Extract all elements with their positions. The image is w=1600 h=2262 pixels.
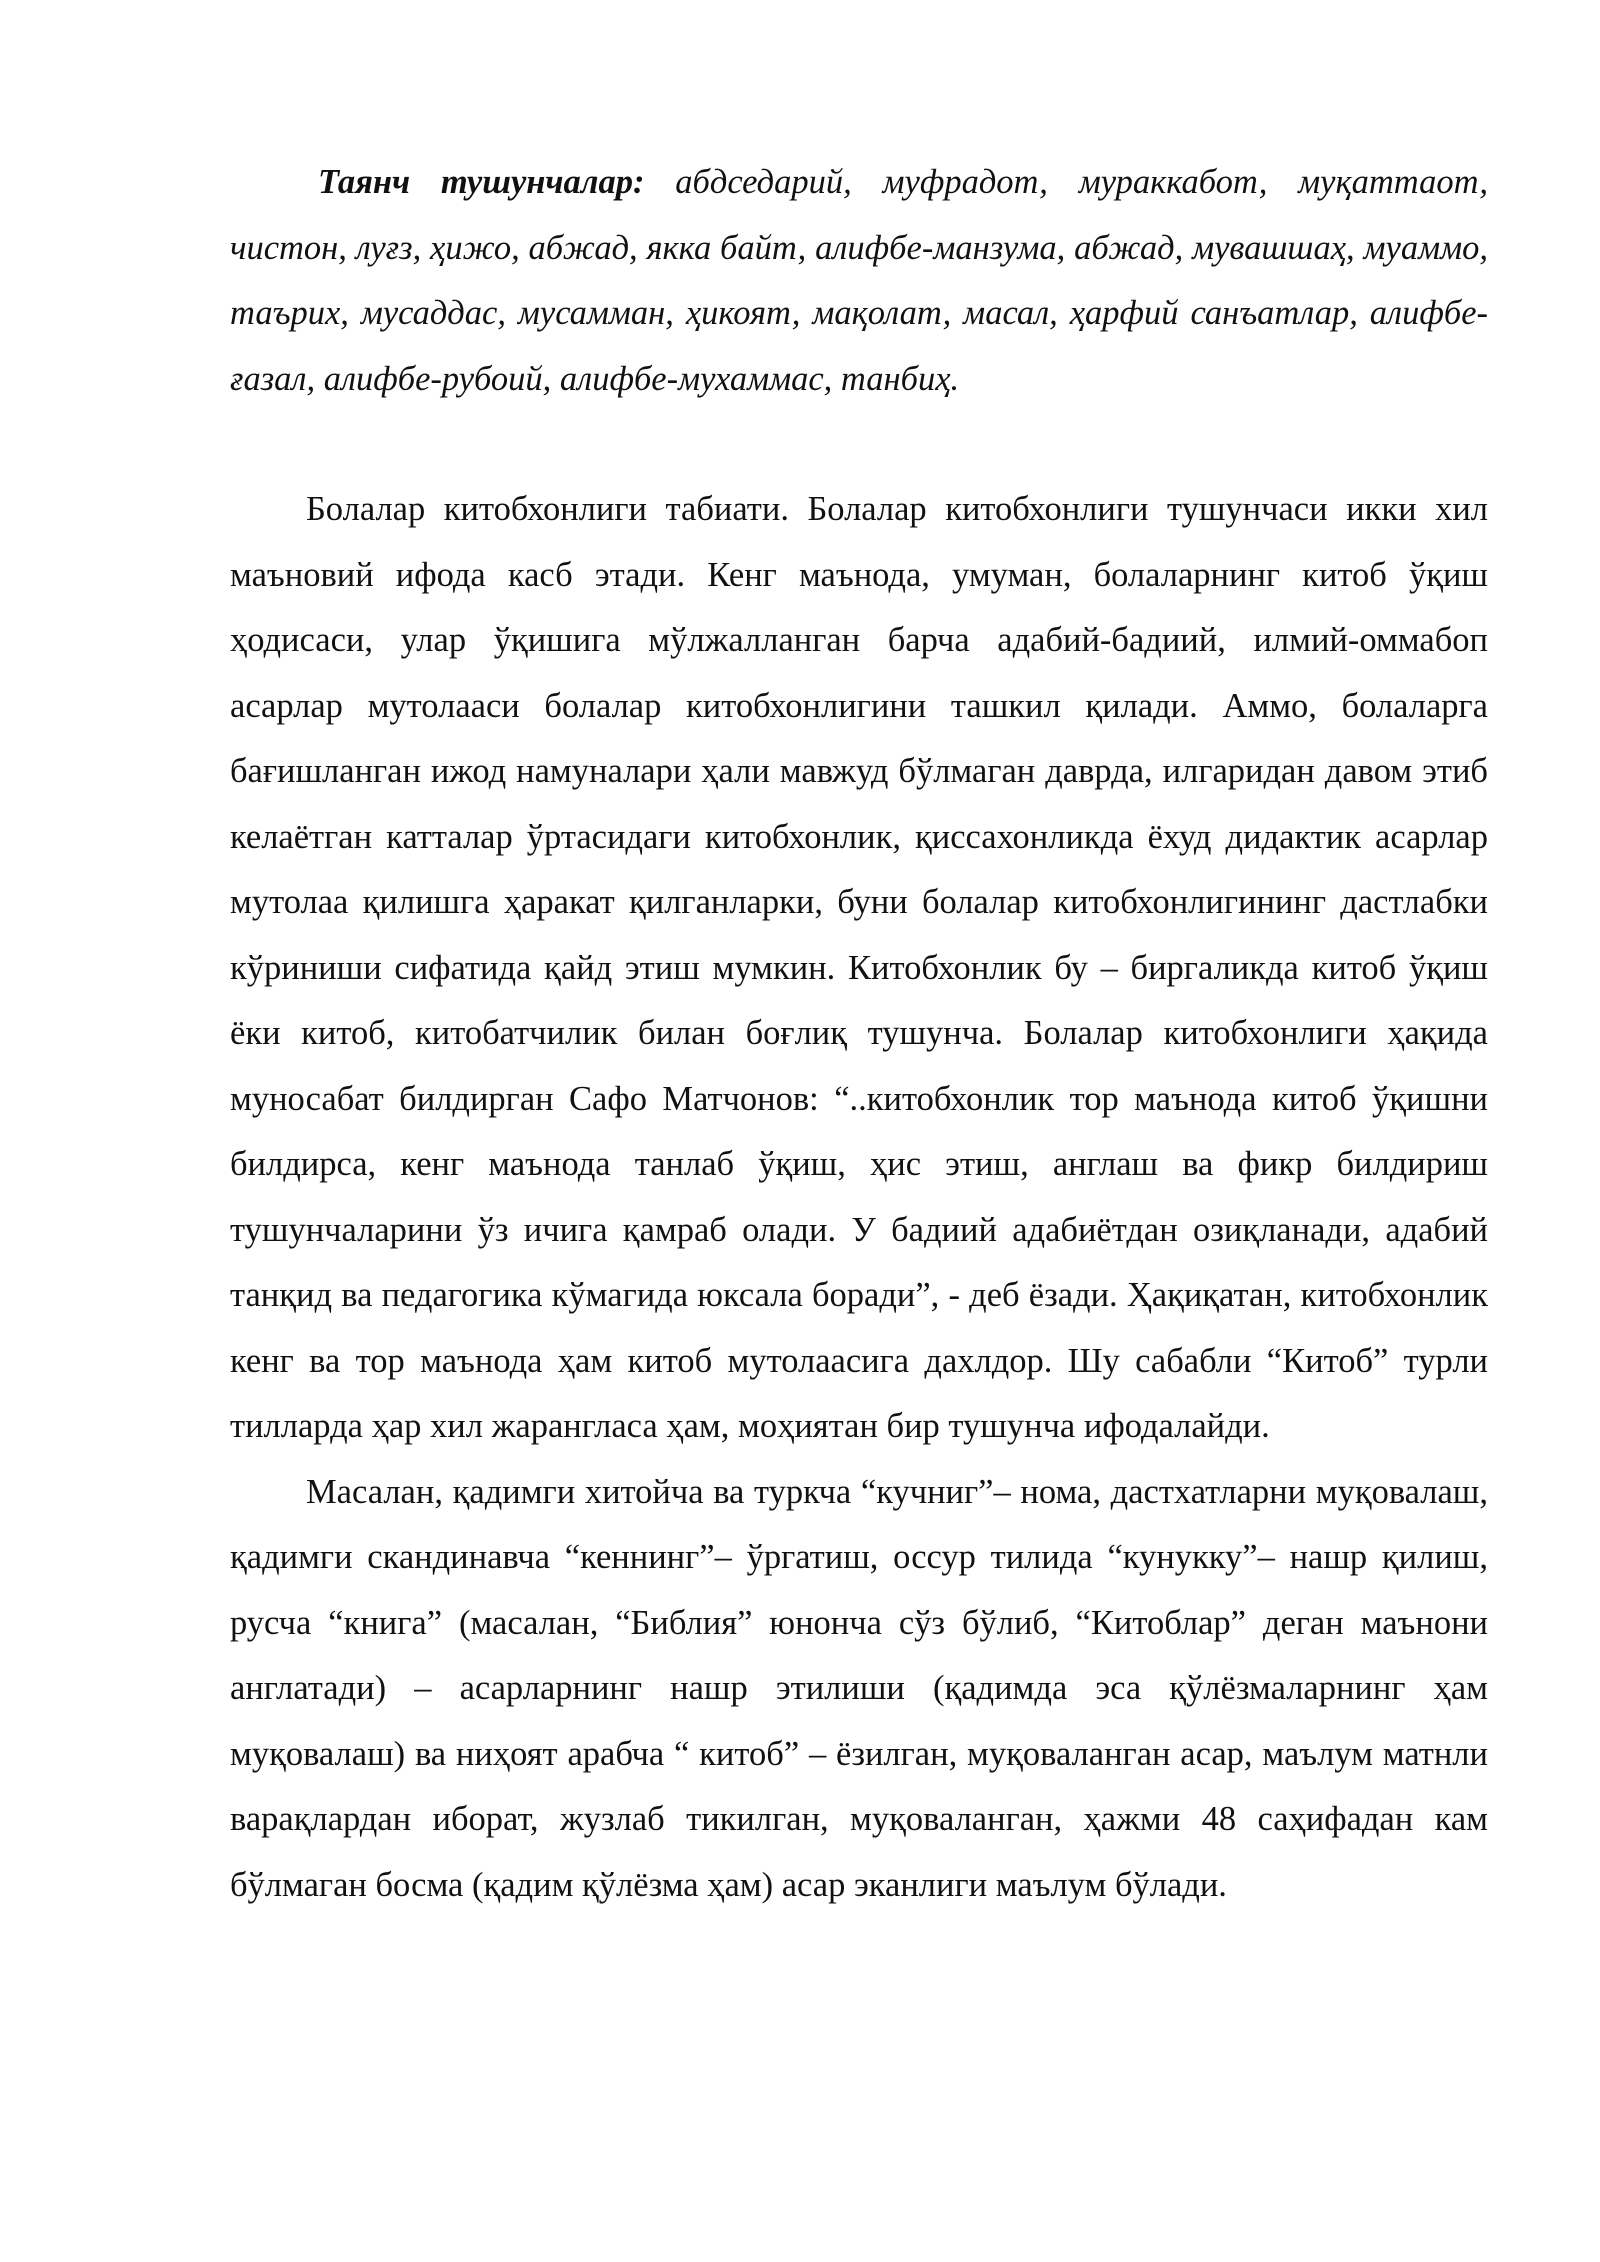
section-gap xyxy=(230,412,1488,477)
keywords-label: Таянч тушунчалар: xyxy=(318,163,645,201)
body-paragraph-1: Болалар китобхонлиги табиати. Болалар китобхонлиги тушунчаси икки хил маъновий ифода касб этади. Кенг маънода, умуман, болаларнинг китоб ўқиш ҳодисаси, улар ўқишига мўлжалланган барча адабий-бадиий, илмий-оммабоп асарлар мутолааси болалар китобхонлигини ташкил қилади. Аммо, болаларга бағишланган ижод намуналари ҳали мавжуд бўлмаган даврда, илгаридан давом этиб келаётган катталар ўртасидаги китобхонлик, қиссахонликда ёхуд дидактик асарлар мутолаа қилишга ҳаракат қилганларки, буни болалар китобхонлигининг дастлабки кўриниши сифатида қайд этиш мумкин. Китобхонлик бу – биргаликда китоб ўқиш ёки китоб, китобатчилик билан боғлиқ тушунча. Болалар китобхонлиги ҳақида муносабат билдирган Сафо Матчонов: “..китобхонлик тор маънода китоб ўқишни билдирса, кенг маънода танлаб ўқиш, ҳис этиш, англаш ва фикр билдириш тушунчаларини ўз ичига қамраб олади. У бадиий адабиётдан озиқланади, адабий танқид ва педагогика кўмагида юксала боради”, - деб ёзади. Ҳақиқатан, китобхонлик кенг ва тор маънода ҳам китоб мутолаасига дахлдор. Шу сабабли “Китоб” турли тилларда ҳар хил жарангласа ҳам, моҳиятан бир тушунча ифодалайди. xyxy=(230,490,1488,1445)
keywords-paragraph xyxy=(230,150,1488,412)
keywords-list: абдседарий, муфрадот, мураккабот, муқаттаот, чистон, луғз, ҳижо, абжад, якка байт, алифбе-манзума, абжад, мувашшаҳ, муаммо, таърих, мусаддас, мусамман, ҳикоят, мақолат, масал, ҳарфий санъатлар, алифбе-ғазал, алифбе-рубоий, алифбе-мухаммас, танбиҳ. xyxy=(230,163,1488,398)
body-paragraph-2: Масалан, қадимги хитойча ва туркча “кучниг”– нома, дастхатларни муқовалаш, қадимги скандинавча “кеннинг”– ўргатиш, оссур тилида “кунукку”– нашр қилиш, русча “книга” (масалан, “Библия” юнонча сўз бўлиб, “Китоблар” деган маънони англатади) – асарларнинг нашр этилиши (қадимда эса қўлёзмаларнинг ҳам муқовалаш) ва ниҳоят арабча “ китоб” – ёзилган, муқоваланган асар, маълум матнли варақлардан иборат, жузлаб тикилган, муқоваланган, ҳажми 48 саҳифадан кам бўлмаган босма (қадим қўлёзма ҳам) асар эканлиги маълум бўлади. xyxy=(230,1472,1488,1904)
document-page xyxy=(230,150,1488,1918)
